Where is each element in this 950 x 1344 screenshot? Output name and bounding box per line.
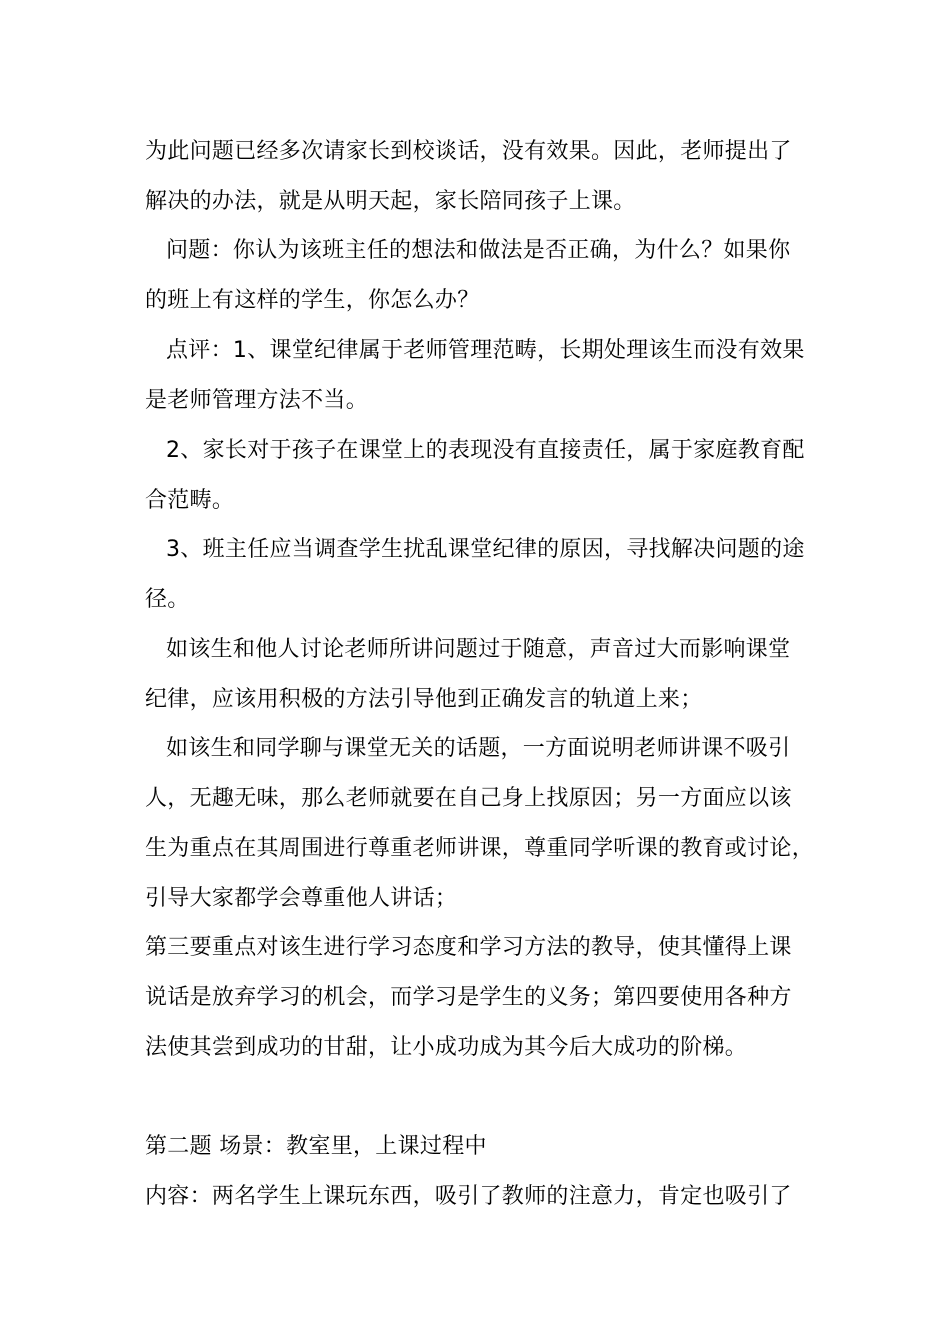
text-line: 的班上有这样的学生，你怎么办？: [145, 288, 480, 313]
text-line: 解决的办法，就是从明天起，家长陪同孩子上课。: [145, 189, 636, 214]
text-line: 3、班主任应当调查学生扰乱课堂纪律的原因，寻找解决问题的途: [166, 537, 805, 562]
text-line: 点评：1、课堂纪律属于老师管理范畴，长期处理该生而没有效果: [166, 338, 805, 363]
text-line: 生为重点在其周围进行尊重老师讲课，尊重同学听课的教育或讨论，: [145, 836, 815, 861]
text-line: 是老师管理方法不当。: [145, 388, 369, 413]
text-line: 人，无趣无味，那么老师就要在自己身上找原因；另一方面应以该: [145, 786, 792, 811]
text-line: 法使其尝到成功的甘甜，让小成功成为其今后大成功的阶梯。: [145, 1035, 748, 1060]
text-line: 如该生和同学聊与课堂无关的话题，一方面说明老师讲课不吸引: [166, 736, 791, 761]
text-line: 第三要重点对该生进行学习态度和学习方法的教导，使其懂得上课: [145, 935, 792, 960]
text-line: 如该生和他人讨论老师所讲问题过于随意，声音过大而影响课堂: [166, 637, 791, 662]
text-line: 内容：两名学生上课玩东西，吸引了教师的注意力，肯定也吸引了: [145, 1184, 792, 1209]
section-heading: 第二题 场景：教室里，上课过程中: [145, 1134, 487, 1159]
text-line: 问题：你认为该班主任的想法和做法是否正确，为什么？如果你: [166, 238, 791, 263]
text-line: 合范畴。: [145, 488, 235, 513]
text-line: 引导大家都学会尊重他人讲话；: [145, 886, 458, 911]
text-line: 径。: [145, 587, 190, 612]
text-line: 为此问题已经多次请家长到校谈话，没有效果。因此，老师提出了: [145, 139, 792, 164]
text-line: 2、家长对于孩子在课堂上的表现没有直接责任，属于家庭教育配: [166, 438, 805, 463]
text-line: 说话是放弃学习的机会，而学习是学生的义务；第四要使用各种方: [145, 985, 792, 1010]
text-line: 纪律，应该用积极的方法引导他到正确发言的轨道上来；: [145, 687, 703, 712]
